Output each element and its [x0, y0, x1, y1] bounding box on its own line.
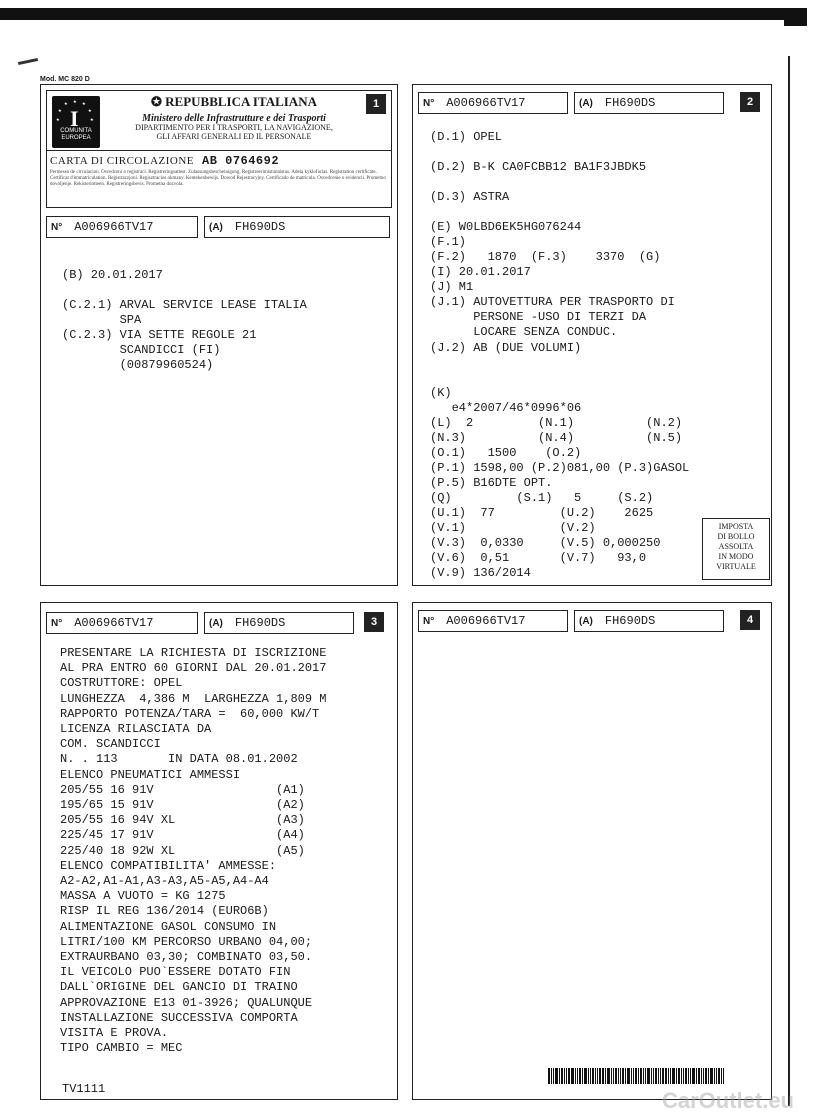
barcode-bar [718, 1068, 720, 1084]
barcode-bar [607, 1068, 610, 1084]
barcode-bar [592, 1068, 594, 1084]
p2-line: (Q) (S.1) 5 (S.2) [430, 491, 654, 505]
barcode-bar [723, 1068, 724, 1084]
panel-badge-3: 3 [364, 612, 384, 632]
barcode-bar [690, 1068, 691, 1084]
barcode-bar [635, 1068, 637, 1084]
barcode-bar [688, 1068, 689, 1084]
barcode-bar [692, 1068, 695, 1084]
barcode-bar [566, 1068, 567, 1084]
barcode-bar [705, 1068, 707, 1084]
eu-label: COMUNITA EUROPEA [60, 128, 92, 141]
p3-line: N. . 113 IN DATA 08.01.2002 [60, 752, 298, 767]
barcode-bar [655, 1068, 657, 1084]
sheet-edge [788, 56, 790, 1106]
barcode-bar [672, 1068, 675, 1084]
a-field-1: (A) FH690DS [204, 216, 390, 238]
barcode-bar [582, 1068, 583, 1084]
p2-line: (V.9) 136/2014 [430, 566, 531, 580]
p2-line: (J.2) AB (DUE VOLUMI) [430, 341, 582, 355]
barcode-bar [696, 1068, 697, 1084]
p1-line: SPA [62, 313, 142, 327]
barcode-bar [678, 1068, 680, 1084]
p2-line: (E) W0LBD6EK5HG076244 [430, 220, 582, 234]
p3-line: 225/45 17 91V (A4) [60, 828, 305, 843]
barcode-bar [662, 1068, 664, 1084]
barcode-bar [716, 1068, 717, 1084]
p2-line: (V.1) (V.2) [430, 521, 596, 535]
barcode-bar [615, 1068, 617, 1084]
barcode-bar [588, 1068, 589, 1084]
barcode-bar [701, 1068, 702, 1084]
p1-line: (C.2.3) VIA SETTE REGOLE 21 [62, 328, 257, 342]
barcode-bar [595, 1068, 596, 1084]
barcode-bar [568, 1068, 570, 1084]
p3-line: LUNGHEZZA 4,386 M LARGHEZZA 1,809 M [60, 691, 327, 706]
barcode-bar [708, 1068, 709, 1084]
barcode-bar [698, 1068, 700, 1084]
scan-top-edge [0, 8, 807, 20]
p2-line: (P.1) 1598,00 (P.2)081,00 (P.3)GASOL [430, 461, 690, 475]
p3-line: PRESENTARE LA RICHIESTA DI ISCRIZIONE [60, 646, 327, 660]
p1-line: (B) 20.01.2017 [62, 268, 163, 282]
barcode-bar [564, 1068, 565, 1084]
p3-line: LICENZA RILASCIATA DA [60, 722, 212, 736]
p3-line: COM. SCANDICCI [60, 737, 161, 752]
barcode-bar [643, 1068, 644, 1084]
eu-flag-icon: I ★ ★ ★ ★ ★ ★ ★ [52, 96, 100, 148]
barcode-bar [665, 1068, 667, 1084]
p2-line: LOCARE SENZA CONDUC. [430, 325, 618, 339]
barcode-bar [647, 1068, 650, 1084]
p2-line: (F.2) 1870 (F.3) 3370 (G) [430, 250, 661, 264]
header-divider [46, 150, 392, 151]
barcode-bar [640, 1068, 642, 1084]
barcode-bar [577, 1068, 578, 1084]
p3-line: ELENCO COMPATIBILITA' AMMESSE: [60, 858, 277, 873]
p3-line: A2-A2,A1-A1,A3-A3,A5-A5,A4-A4 [60, 874, 269, 888]
barcode-bar [551, 1068, 552, 1084]
panel-4 [412, 602, 772, 1100]
p2-line: (K) [430, 386, 452, 400]
barcode-bar [710, 1068, 713, 1084]
a-field-3: (A) FH690DS [204, 612, 354, 634]
barcode-bar [602, 1068, 604, 1084]
panel3-footer: TV1111 [62, 1082, 106, 1096]
ministry-block: Ministero delle Infrastrutture e dei Trasporti DIPARTIMENTO PER I TRASPORTI, LA NAVIGAZIONE, GLI AFFARI GENERALI ED IL PERSONALE [135, 113, 333, 141]
n-field-1: N° A006966TV17 [46, 216, 198, 238]
p3-line: 205/55 16 94V XL (A3) [60, 813, 305, 828]
p3-line: TIPO CAMBIO = MEC [60, 1041, 183, 1056]
barcode-bar [627, 1068, 630, 1084]
barcode-bar [579, 1068, 581, 1084]
barcode-bar [613, 1068, 614, 1084]
p2-line: PERSONE -USO DI TERZI DA [430, 310, 647, 324]
p2-line: (V.3) 0,0330 (V.5) 0,000250 [430, 536, 661, 550]
p3-line: APPROVAZIONE E13 01-3926; QUALUNQUE [60, 995, 313, 1010]
barcode-bar [660, 1068, 661, 1084]
barcode-bar [721, 1068, 722, 1084]
barcode-bar [651, 1068, 652, 1084]
barcode [548, 1068, 738, 1084]
barcode-bar [658, 1068, 659, 1084]
p2-line: (V.6) 0,51 (V.7) 93,0 [430, 551, 647, 565]
p3-line: RISP IL REG 136/2014 (EURO6B) [60, 904, 269, 919]
barcode-bar [590, 1068, 591, 1084]
p3-line: MASSA A VUOTO = KG 1275 [60, 889, 226, 904]
n-field-2: N° A006966TV17 [418, 92, 568, 114]
form-code: Mod. MC 820 D [40, 76, 90, 83]
barcode-bar [584, 1068, 587, 1084]
barcode-bar [625, 1068, 626, 1084]
barcode-bar [618, 1068, 619, 1084]
p3-line: ELENCO PNEUMATICI AMMESSI [60, 767, 241, 782]
p3-line: 195/65 15 91V (A2) [60, 798, 305, 812]
barcode-bar [703, 1068, 704, 1084]
barcode-bar [622, 1068, 624, 1084]
panel-badge-2: 2 [740, 92, 760, 112]
p1-line: (00879960524) [62, 358, 214, 372]
p3-line: INSTALLAZIONE SUCCESSIVA COMPORTA [60, 1010, 298, 1025]
p2-line: (I) 20.01.2017 [430, 265, 531, 279]
barcode-bar [571, 1068, 574, 1084]
p1-line: SCANDICCI (FI) [62, 343, 221, 357]
barcode-bar [683, 1068, 684, 1084]
p3-line: LITRI/100 KM PERCORSO URBANO 04,00; [60, 934, 313, 949]
panel-badge-4: 4 [740, 610, 760, 630]
scan-corner [784, 8, 807, 26]
barcode-bar [605, 1068, 606, 1084]
p2-line: (J) M1 [430, 280, 474, 294]
watermark: CarOutlet.eu [661, 1088, 794, 1113]
barcode-bar [620, 1068, 621, 1084]
barcode-bar [548, 1068, 550, 1084]
a-field-4: (A) FH690DS [574, 610, 724, 632]
barcode-bar [631, 1068, 632, 1084]
p3-line: AL PRA ENTRO 60 GIORNI DAL 20.01.2017 [60, 661, 327, 676]
barcode-bar [553, 1068, 554, 1084]
p3-line: 225/40 18 92W XL (A5) [60, 843, 305, 858]
barcode-bar [575, 1068, 576, 1084]
i-letter: I [70, 106, 79, 131]
p2-line: (L) 2 (N.1) (N.2) [430, 416, 683, 430]
pen-mark [18, 58, 38, 65]
fine-print: Permesso de circulacion. Osvedceni o registraci. Registreringsattest. Zulassungsbescheinigung. Registreerimistunnistus. Adeia kykloforias. Registration certificate. Certificat d'immatriculation. Reġistrazzjoni. Regisztracios okmany. Kentekenbewijs. Dowod Rejestracyjny. Certificado de matricula. Osvedcenie o evidencii. Prometno dovoljenje. Rekisteriotteen. Registreringsbevis. Prometna dozvola. [50, 170, 386, 187]
barcode-bar [638, 1068, 639, 1084]
n-field-3: N° A006966TV17 [46, 612, 198, 634]
p3-line: DALL`ORIGINE DEL GANCIO DI TRAINO [60, 980, 298, 995]
carta-title: CARTA DI CIRCOLAZIONE AB 0764692 [50, 154, 280, 168]
barcode-bar [653, 1068, 654, 1084]
bollo-stamp: IMPOSTA DI BOLLO ASSOLTA IN MODO VIRTUALE [702, 518, 770, 580]
barcode-bar [597, 1068, 598, 1084]
barcode-bar [685, 1068, 687, 1084]
republic-title: ✪ REPUBBLICA ITALIANA [151, 94, 317, 109]
p2-line: (U.1) 77 (U.2) 2625 [430, 506, 654, 520]
p2-line: (P.5) B16DTE OPT. [430, 476, 553, 490]
p2-line: (F.1) [430, 235, 467, 249]
n-field-4: N° A006966TV17 [418, 610, 568, 632]
p3-line: ALIMENTAZIONE GASOL CONSUMO IN [60, 919, 277, 934]
p2-line: (O.1) 1500 (O.2) [430, 446, 582, 460]
p2-line: (D.3) ASTRA [430, 190, 510, 204]
p3-line: RAPPORTO POTENZA/TARA = 60,000 KW/T [60, 706, 320, 721]
barcode-bar [633, 1068, 634, 1084]
p2-line: (J.1) AUTOVETTURA PER TRASPORTO DI [430, 295, 675, 309]
p2-line: (D.2) B-K CA0FCBB12 BA1F3JBDK5 [430, 160, 647, 174]
p2-line: e4*2007/46*0996*06 [430, 401, 582, 415]
p3-line: IL VEICOLO PUO`ESSERE DOTATO FIN [60, 965, 291, 980]
barcode-bar [676, 1068, 677, 1084]
p3-line: EXTRAURBANO 03,30; COMBINATO 03,50. [60, 950, 313, 964]
barcode-bar [681, 1068, 682, 1084]
barcode-bar [599, 1068, 601, 1084]
p2-line: (D.1) OPEL [430, 130, 503, 144]
barcode-bar [670, 1068, 671, 1084]
barcode-bar [668, 1068, 669, 1084]
barcode-bar [555, 1068, 558, 1084]
barcode-bar [714, 1068, 715, 1084]
barcode-bar [645, 1068, 646, 1084]
barcode-bar [561, 1068, 563, 1084]
p2-line: (N.3) (N.4) (N.5) [430, 431, 683, 445]
barcode-bar [611, 1068, 612, 1084]
p3-line: VISITA E PROVA. [60, 1026, 169, 1040]
a-field-2: (A) FH690DS [574, 92, 724, 114]
panel-badge-1: 1 [366, 94, 386, 114]
p3-line: 205/55 16 91V (A1) [60, 782, 305, 797]
p1-line: (C.2.1) ARVAL SERVICE LEASE ITALIA [62, 298, 307, 312]
p3-line: COSTRUTTORE: OPEL [60, 676, 183, 691]
barcode-bar [559, 1068, 560, 1084]
